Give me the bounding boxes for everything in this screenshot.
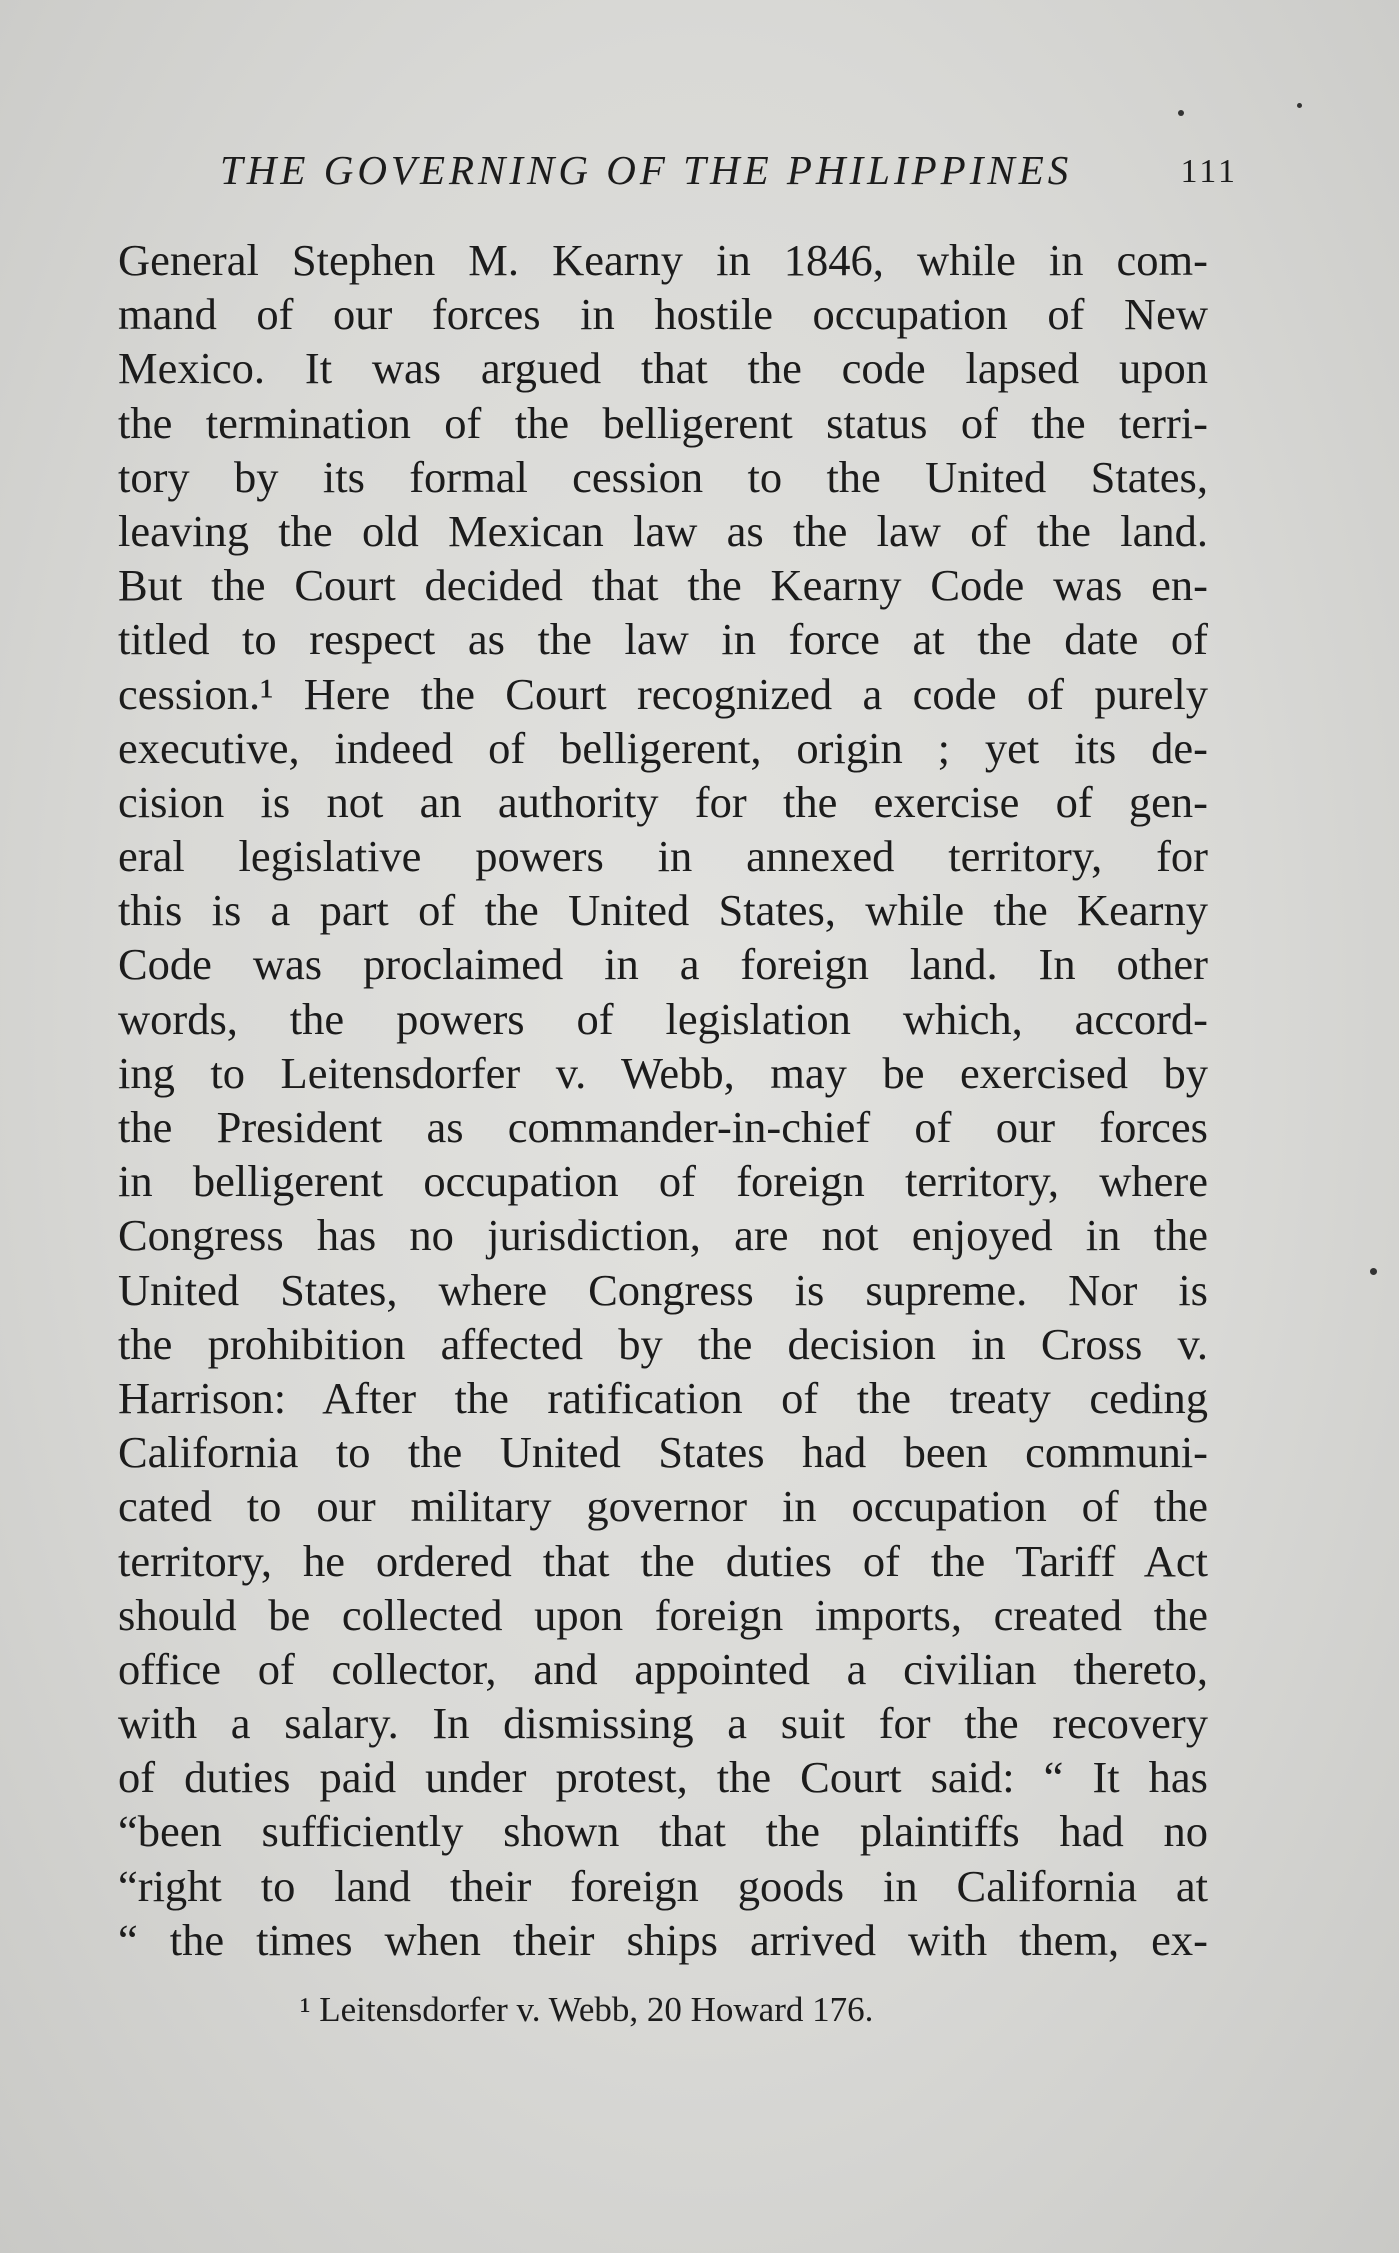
text-line: the termination of the belligerent status of the terri- — [118, 397, 1208, 448]
text-line: this is a part of the United States, while the Kearny — [118, 885, 1208, 936]
text-line: titled to respect as the law in force at the date of — [118, 614, 1208, 665]
page-number: 111 — [1180, 153, 1238, 190]
text-line: “ the times when their ships arrived with them, ex- — [118, 1914, 1208, 1965]
text-line: cision is not an authority for the exercise of gen- — [118, 776, 1208, 827]
scan-speck — [1178, 110, 1184, 116]
text-line: United States, where Congress is supreme. Nor is — [118, 1264, 1208, 1315]
running-head — [220, 140, 1238, 200]
text-line: cated to our military governor in occupation of the — [118, 1481, 1208, 1532]
text-line: cession.¹ Here the Court recognized a code of purely — [118, 668, 1208, 719]
text-line: “right to land their foreign goods in California at — [118, 1860, 1208, 1911]
text-line: tory by its formal cession to the United States, — [118, 451, 1208, 502]
body-text — [118, 233, 1208, 1967]
text-line: should be collected upon foreign imports, created the — [118, 1589, 1208, 1640]
text-line: eral legislative powers in annexed territory, for — [118, 831, 1208, 882]
text-line: with a salary. In dismissing a suit for the recovery — [118, 1698, 1208, 1749]
text-line: leaving the old Mexican law as the law of the land. — [118, 505, 1208, 556]
text-line: the prohibition affected by the decision in Cross v. — [118, 1318, 1208, 1369]
running-head-title: THE GOVERNING OF THE PHILIPPINES — [220, 147, 1073, 193]
text-line: executive, indeed of belligerent, origin ; yet its de- — [118, 722, 1208, 773]
text-line: Harrison: After the ratification of the treaty ceding — [118, 1372, 1208, 1423]
text-line: of duties paid under protest, the Court said: “ It has — [118, 1752, 1208, 1803]
text-line: But the Court decided that the Kearny Code was en- — [118, 560, 1208, 611]
text-line: mand of our forces in hostile occupation of New — [118, 289, 1208, 340]
text-line: ing to Leitensdorfer v. Webb, may be exercised by — [118, 1047, 1208, 1098]
text-line: in belligerent occupation of foreign territory, where — [118, 1156, 1208, 1207]
text-line: Code was proclaimed in a foreign land. In other — [118, 939, 1208, 990]
text-line: California to the United States had been communi- — [118, 1427, 1208, 1478]
text-line: General Stephen M. Kearny in 1846, while in com- — [118, 235, 1208, 285]
text-line: words, the powers of legislation which, accord- — [118, 993, 1208, 1044]
footnote: ¹ Leitensdorfer v. Webb, 20 Howard 176. — [300, 1990, 874, 2029]
text-line: Congress has no jurisdiction, are not enjoyed in the — [118, 1210, 1208, 1261]
text-line: “been sufficiently shown that the plaintiffs had no — [118, 1806, 1208, 1857]
text-line: Mexico. It was argued that the code lapsed upon — [118, 343, 1208, 394]
scan-speck — [1297, 103, 1302, 108]
text-line: the President as commander-in-chief of our forces — [118, 1102, 1208, 1152]
text-line: territory, he ordered that the duties of the Tariff Act — [118, 1535, 1208, 1586]
scan-speck — [1370, 1268, 1377, 1275]
text-line: office of collector, and appointed a civilian thereto, — [118, 1643, 1208, 1694]
